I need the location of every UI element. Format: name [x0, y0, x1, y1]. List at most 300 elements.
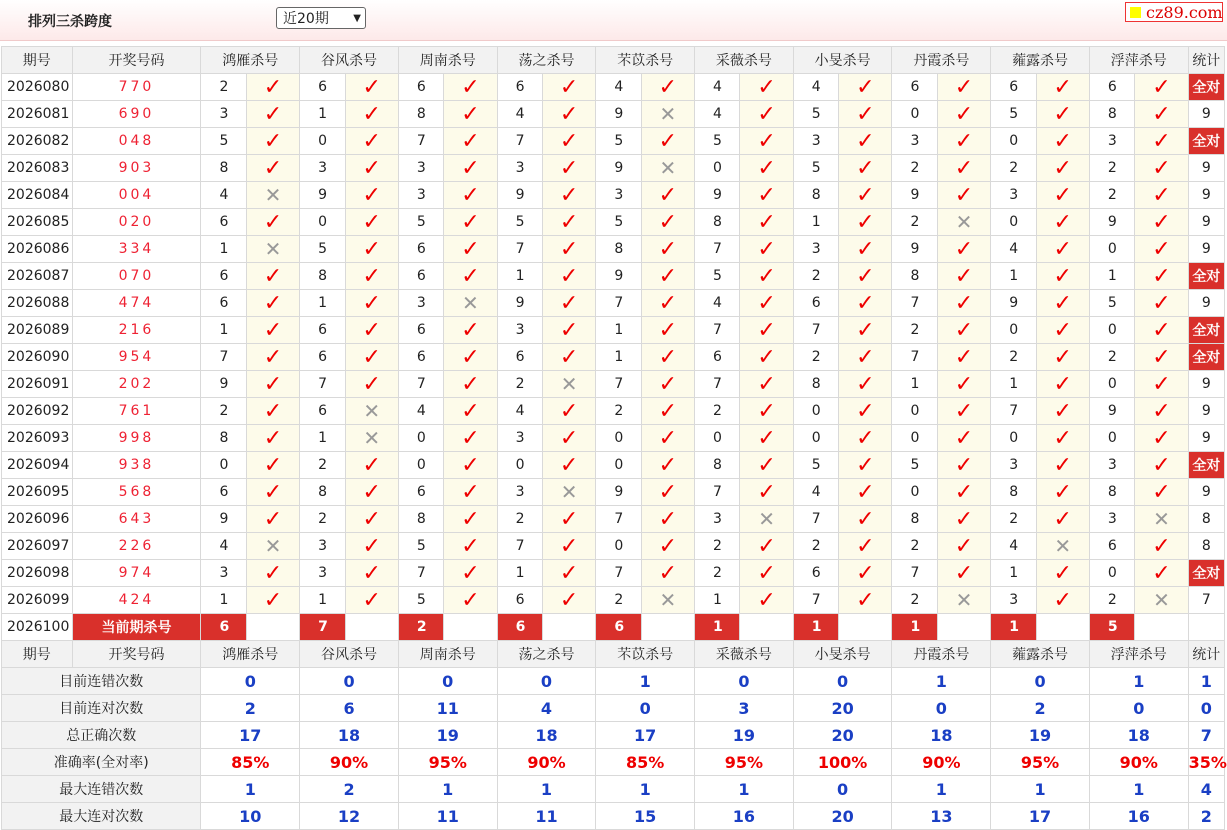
summary-value: 3: [695, 695, 794, 722]
kill-number-cell: 7: [695, 236, 740, 263]
kill-number-cell: 9: [201, 371, 246, 398]
column-header: 小旻杀号: [793, 47, 892, 74]
column-header: 周南杀号: [398, 47, 497, 74]
summary-label: 总正确次数: [2, 722, 201, 749]
summary-value: 11: [497, 803, 596, 830]
check-icon: ✓: [641, 560, 694, 587]
check-icon: ✓: [345, 317, 398, 344]
check-icon: ✓: [444, 236, 497, 263]
summary-value: 90%: [1089, 749, 1188, 776]
kill-number-cell: 1: [201, 317, 246, 344]
check-icon: ✓: [740, 236, 793, 263]
kill-number-cell: 4: [991, 236, 1036, 263]
issue-cell: 2026094: [2, 452, 73, 479]
check-icon: ✓: [839, 101, 892, 128]
column-header: 丹霞杀号: [892, 641, 991, 668]
check-icon: ✓: [444, 506, 497, 533]
summary-value: 17: [596, 722, 695, 749]
stat-cell: 9: [1188, 182, 1224, 209]
kill-number-cell: 2: [497, 371, 542, 398]
summary-value: 0: [892, 695, 991, 722]
check-icon: ✓: [345, 209, 398, 236]
column-header: 浮萍杀号: [1089, 47, 1188, 74]
check-icon: ✓: [839, 587, 892, 614]
current-kill-number: 1: [695, 614, 740, 641]
table-row: [2, 452, 1225, 479]
check-icon: ✓: [740, 479, 793, 506]
kill-number-cell: 3: [596, 182, 641, 209]
kill-number-cell: 2: [991, 344, 1036, 371]
check-icon: ✓: [345, 155, 398, 182]
kill-number-cell: 8: [695, 452, 740, 479]
kill-number-cell: 7: [596, 506, 641, 533]
check-icon: ✓: [641, 317, 694, 344]
check-icon: ✓: [444, 452, 497, 479]
kill-number-cell: 0: [398, 452, 443, 479]
kill-number-cell: 8: [1089, 479, 1134, 506]
check-icon: ✓: [937, 101, 990, 128]
summary-value: 4: [1188, 776, 1224, 803]
kill-number-cell: 2: [793, 263, 838, 290]
logo-text: cz89.com: [1146, 3, 1223, 22]
stat-cell: 全对: [1188, 317, 1224, 344]
check-icon: ✓: [345, 344, 398, 371]
kill-number-cell: 9: [596, 263, 641, 290]
kill-number-cell: 0: [695, 425, 740, 452]
kill-number-cell: 3: [892, 128, 937, 155]
check-icon: ✓: [740, 101, 793, 128]
current-kill-blank: [1036, 614, 1089, 641]
kill-number-cell: 0: [892, 479, 937, 506]
kill-number-cell: 3: [497, 479, 542, 506]
summary-row: [2, 695, 1225, 722]
draw-number-cell: 998: [72, 425, 201, 452]
stat-cell: 9: [1188, 155, 1224, 182]
kill-number-cell: 6: [300, 344, 345, 371]
kill-number-cell: 7: [201, 344, 246, 371]
current-kill-blank: [246, 614, 299, 641]
check-icon: ✓: [542, 182, 595, 209]
issue-cell: 2026090: [2, 344, 73, 371]
issue-cell: 2026087: [2, 263, 73, 290]
kill-number-cell: 5: [695, 263, 740, 290]
cross-icon: ✕: [937, 209, 990, 236]
column-header: 周南杀号: [398, 641, 497, 668]
check-icon: ✓: [839, 479, 892, 506]
column-header: 开奖号码: [72, 641, 201, 668]
draw-number-cell: 070: [72, 263, 201, 290]
kill-number-cell: 4: [497, 101, 542, 128]
check-icon: ✓: [641, 398, 694, 425]
kill-number-cell: 3: [300, 560, 345, 587]
kill-number-cell: 7: [991, 398, 1036, 425]
summary-value: 1: [892, 668, 991, 695]
summary-value: 2: [1188, 803, 1224, 830]
current-kill-blank: [542, 614, 595, 641]
kill-number-cell: 9: [991, 290, 1036, 317]
check-icon: ✓: [345, 128, 398, 155]
kill-number-cell: 7: [695, 371, 740, 398]
kill-number-cell: 2: [793, 344, 838, 371]
kill-number-cell: 8: [201, 425, 246, 452]
stat-cell: 全对: [1188, 263, 1224, 290]
summary-label: 准确率(全对率): [2, 749, 201, 776]
current-kill-blank: [839, 614, 892, 641]
summary-value: 1: [991, 776, 1090, 803]
kill-number-cell: 3: [695, 506, 740, 533]
cross-icon: ✕: [345, 398, 398, 425]
kill-number-cell: 5: [497, 209, 542, 236]
kill-number-cell: 1: [300, 290, 345, 317]
summary-value: 13: [892, 803, 991, 830]
check-icon: ✓: [740, 209, 793, 236]
kill-number-cell: 1: [497, 560, 542, 587]
stat-cell: 全对: [1188, 128, 1224, 155]
column-header: 荡之杀号: [497, 47, 596, 74]
kill-number-cell: 7: [596, 371, 641, 398]
summary-value: 1: [497, 776, 596, 803]
kill-number-cell: 5: [398, 587, 443, 614]
check-icon: ✓: [1036, 425, 1089, 452]
summary-value: 1: [398, 776, 497, 803]
page-title: 排列三杀跨度: [28, 14, 112, 30]
check-icon: ✓: [740, 371, 793, 398]
table-row: [2, 587, 1225, 614]
kill-number-cell: 1: [991, 560, 1036, 587]
summary-value: 0: [991, 668, 1090, 695]
table-row: [2, 479, 1225, 506]
kill-number-cell: 7: [300, 371, 345, 398]
kill-number-cell: 6: [300, 317, 345, 344]
kill-number-cell: 9: [300, 182, 345, 209]
check-icon: ✓: [1036, 101, 1089, 128]
kill-number-cell: 6: [991, 74, 1036, 101]
kill-number-cell: 0: [398, 425, 443, 452]
current-kill-number: 1: [991, 614, 1036, 641]
summary-value: 1: [695, 776, 794, 803]
kill-number-cell: 7: [695, 317, 740, 344]
check-icon: ✓: [246, 587, 299, 614]
summary-value: 0: [793, 668, 892, 695]
check-icon: ✓: [740, 398, 793, 425]
issue-cell: 2026080: [2, 74, 73, 101]
summary-value: 1: [1089, 776, 1188, 803]
check-icon: ✓: [345, 560, 398, 587]
summary-value: 19: [991, 722, 1090, 749]
check-icon: ✓: [1135, 344, 1188, 371]
kill-number-cell: 3: [398, 290, 443, 317]
kill-number-cell: 4: [497, 398, 542, 425]
current-kill-number: 1: [892, 614, 937, 641]
column-header: 芣苡杀号: [596, 641, 695, 668]
kill-number-cell: 6: [398, 344, 443, 371]
summary-value: 0: [596, 695, 695, 722]
issue-cell: 2026097: [2, 533, 73, 560]
kill-number-cell: 6: [793, 290, 838, 317]
summary-value: 20: [793, 722, 892, 749]
summary-value: 18: [892, 722, 991, 749]
check-icon: ✓: [542, 263, 595, 290]
check-icon: ✓: [345, 506, 398, 533]
check-icon: ✓: [1036, 479, 1089, 506]
summary-row: [2, 722, 1225, 749]
kill-number-cell: 6: [398, 236, 443, 263]
check-icon: ✓: [246, 128, 299, 155]
check-icon: ✓: [345, 263, 398, 290]
check-icon: ✓: [444, 182, 497, 209]
issue-cell: 2026084: [2, 182, 73, 209]
kill-number-cell: 3: [398, 182, 443, 209]
period-select[interactable]: [276, 7, 366, 29]
draw-number-cell: 761: [72, 398, 201, 425]
check-icon: ✓: [937, 344, 990, 371]
kill-number-cell: 5: [596, 128, 641, 155]
draw-number-cell: 568: [72, 479, 201, 506]
kill-number-cell: 8: [1089, 101, 1134, 128]
check-icon: ✓: [345, 236, 398, 263]
kill-number-cell: 3: [300, 155, 345, 182]
check-icon: ✓: [1036, 74, 1089, 101]
table-row: [2, 263, 1225, 290]
summary-value: 0: [695, 668, 794, 695]
summary-label: 目前连错次数: [2, 668, 201, 695]
summary-value: 2: [991, 695, 1090, 722]
issue-cell: 2026091: [2, 371, 73, 398]
kill-number-cell: 1: [793, 209, 838, 236]
stat-cell: 9: [1188, 371, 1224, 398]
kill-number-cell: 0: [497, 452, 542, 479]
check-icon: ✓: [839, 506, 892, 533]
summary-value: 19: [398, 722, 497, 749]
summary-value: 95%: [695, 749, 794, 776]
summary-value: 10: [201, 803, 300, 830]
kill-number-cell: 0: [991, 317, 1036, 344]
check-icon: ✓: [1036, 506, 1089, 533]
summary-label: 目前连对次数: [2, 695, 201, 722]
kill-number-cell: 6: [1089, 533, 1134, 560]
check-icon: ✓: [345, 101, 398, 128]
kill-number-cell: 6: [398, 317, 443, 344]
column-header: 蕹露杀号: [991, 641, 1090, 668]
kill-number-cell: 9: [596, 155, 641, 182]
kill-number-cell: 2: [892, 209, 937, 236]
check-icon: ✓: [444, 101, 497, 128]
column-header: 开奖号码: [72, 47, 201, 74]
kill-number-cell: 8: [596, 236, 641, 263]
check-icon: ✓: [1135, 155, 1188, 182]
kill-number-cell: 1: [300, 425, 345, 452]
check-icon: ✓: [444, 587, 497, 614]
kill-number-cell: 0: [892, 101, 937, 128]
check-icon: ✓: [1135, 74, 1188, 101]
check-icon: ✓: [444, 425, 497, 452]
cross-icon: ✕: [937, 587, 990, 614]
summary-value: 0: [201, 668, 300, 695]
check-icon: ✓: [937, 398, 990, 425]
column-header: 统计: [1188, 47, 1224, 74]
current-row: [2, 614, 1225, 641]
kill-number-cell: 7: [497, 533, 542, 560]
kill-number-cell: 3: [793, 236, 838, 263]
kill-number-cell: 7: [596, 290, 641, 317]
top-bar: [0, 0, 1227, 41]
kill-number-cell: 7: [398, 128, 443, 155]
check-icon: ✓: [740, 128, 793, 155]
issue-cell: 2026089: [2, 317, 73, 344]
issue-cell: 2026086: [2, 236, 73, 263]
summary-value: 90%: [300, 749, 399, 776]
check-icon: ✓: [246, 317, 299, 344]
check-icon: ✓: [839, 344, 892, 371]
draw-number-cell: 974: [72, 560, 201, 587]
kill-number-cell: 3: [497, 317, 542, 344]
site-logo[interactable]: [1125, 2, 1223, 22]
check-icon: ✓: [839, 263, 892, 290]
kill-number-cell: 3: [991, 182, 1036, 209]
table-row: [2, 398, 1225, 425]
summary-value: 19: [695, 722, 794, 749]
kill-number-cell: 9: [497, 290, 542, 317]
check-icon: ✓: [937, 128, 990, 155]
kill-number-cell: 2: [596, 398, 641, 425]
check-icon: ✓: [937, 533, 990, 560]
issue-cell: 2026095: [2, 479, 73, 506]
check-icon: ✓: [1135, 398, 1188, 425]
kill-number-cell: 9: [201, 506, 246, 533]
draw-number-cell: 643: [72, 506, 201, 533]
header-row: [2, 47, 1225, 74]
summary-value: 17: [991, 803, 1090, 830]
summary-label: 最大连对次数: [2, 803, 201, 830]
stat-cell: 9: [1188, 209, 1224, 236]
table-row: [2, 506, 1225, 533]
check-icon: ✓: [444, 560, 497, 587]
kill-number-cell: 6: [892, 74, 937, 101]
check-icon: ✓: [246, 101, 299, 128]
summary-value: 0: [398, 668, 497, 695]
kill-number-cell: 9: [1089, 398, 1134, 425]
kill-number-cell: 8: [793, 371, 838, 398]
kill-number-cell: 2: [1089, 587, 1134, 614]
check-icon: ✓: [542, 587, 595, 614]
kill-number-cell: 0: [1089, 317, 1134, 344]
kill-number-cell: 6: [398, 479, 443, 506]
check-icon: ✓: [641, 506, 694, 533]
check-icon: ✓: [246, 425, 299, 452]
check-icon: ✓: [345, 452, 398, 479]
kill-number-cell: 1: [201, 587, 246, 614]
kill-number-cell: 2: [695, 560, 740, 587]
kill-number-cell: 5: [1089, 290, 1134, 317]
current-kill-number: 6: [201, 614, 246, 641]
kill-number-cell: 8: [695, 209, 740, 236]
check-icon: ✓: [444, 371, 497, 398]
kill-number-cell: 4: [793, 479, 838, 506]
stat-cell: 9: [1188, 425, 1224, 452]
check-icon: ✓: [740, 452, 793, 479]
summary-value: 20: [793, 695, 892, 722]
kill-number-cell: 8: [793, 182, 838, 209]
check-icon: ✓: [937, 263, 990, 290]
check-icon: ✓: [839, 317, 892, 344]
table-row: [2, 101, 1225, 128]
kill-number-cell: 0: [991, 128, 1036, 155]
check-icon: ✓: [839, 533, 892, 560]
kill-number-cell: 6: [201, 209, 246, 236]
issue-cell: 2026096: [2, 506, 73, 533]
summary-value: 18: [1089, 722, 1188, 749]
draw-number-cell: 954: [72, 344, 201, 371]
kill-number-cell: 6: [201, 263, 246, 290]
check-icon: ✓: [1036, 290, 1089, 317]
kill-number-cell: 1: [1089, 263, 1134, 290]
kill-number-cell: 9: [892, 236, 937, 263]
table-row: [2, 344, 1225, 371]
check-icon: ✓: [1036, 317, 1089, 344]
check-icon: ✓: [444, 128, 497, 155]
current-kill-number: 7: [300, 614, 345, 641]
kill-number-cell: 0: [793, 398, 838, 425]
check-icon: ✓: [740, 587, 793, 614]
kill-number-cell: 1: [596, 344, 641, 371]
check-icon: ✓: [1135, 182, 1188, 209]
kill-number-cell: 0: [201, 452, 246, 479]
kill-number-cell: 0: [793, 425, 838, 452]
check-icon: ✓: [542, 155, 595, 182]
column-header: 芣苡杀号: [596, 47, 695, 74]
kill-number-cell: 7: [892, 344, 937, 371]
check-icon: ✓: [641, 263, 694, 290]
check-icon: ✓: [246, 209, 299, 236]
check-icon: ✓: [937, 479, 990, 506]
kill-number-cell: 0: [991, 209, 1036, 236]
kill-number-cell: 0: [300, 128, 345, 155]
check-icon: ✓: [1036, 371, 1089, 398]
issue-cell: 2026085: [2, 209, 73, 236]
table-row: [2, 209, 1225, 236]
table-row: [2, 74, 1225, 101]
summary-row: [2, 749, 1225, 776]
cross-icon: ✕: [246, 182, 299, 209]
check-icon: ✓: [444, 317, 497, 344]
kill-number-cell: 3: [201, 560, 246, 587]
check-icon: ✓: [839, 560, 892, 587]
kill-number-cell: 7: [793, 506, 838, 533]
current-kill-blank: [444, 614, 497, 641]
table-row: [2, 317, 1225, 344]
check-icon: ✓: [937, 371, 990, 398]
kill-number-cell: 9: [1089, 209, 1134, 236]
check-icon: ✓: [937, 317, 990, 344]
issue-cell: 2026082: [2, 128, 73, 155]
kill-number-cell: 8: [300, 479, 345, 506]
issue-cell: 2026099: [2, 587, 73, 614]
draw-number-cell: 690: [72, 101, 201, 128]
check-icon: ✓: [542, 290, 595, 317]
draw-number-cell: 020: [72, 209, 201, 236]
cross-icon: ✕: [542, 479, 595, 506]
check-icon: ✓: [246, 560, 299, 587]
stat-cell: 9: [1188, 479, 1224, 506]
period-select-value: 近20期: [283, 11, 329, 27]
kill-number-cell: 7: [793, 587, 838, 614]
draw-number-cell: 938: [72, 452, 201, 479]
check-icon: ✓: [1135, 560, 1188, 587]
draw-number-cell: 226: [72, 533, 201, 560]
check-icon: ✓: [641, 533, 694, 560]
check-icon: ✓: [1135, 371, 1188, 398]
kill-number-cell: 6: [695, 344, 740, 371]
